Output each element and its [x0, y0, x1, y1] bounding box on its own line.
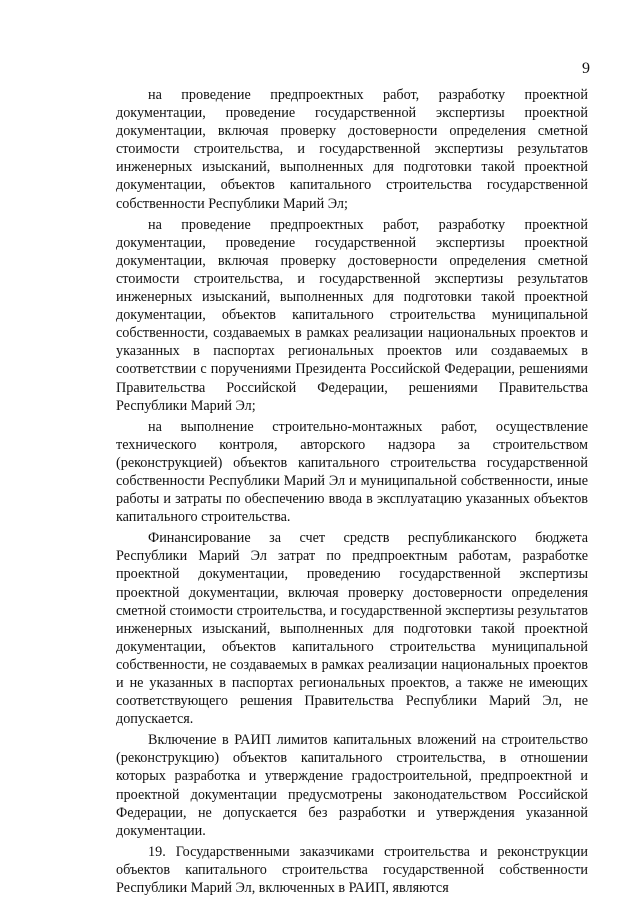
paragraph-financing-restriction: Финансирование за счет средств республиканского бюджета Республики Марий Эл затрат по предпроектным работам, разработке проектной документации, проведению государственной экспертизы проектной документации, включая проверку достоверности определения сметной стоимости строительства, и государственной экспертизы результатов инженерных изысканий, выполненных для подготовки такой проектной документации, объектов капитального строительства муниципальной собственности, не создаваемых в рамках реализации национальных проектов и не указанных в паспортах региональных проектов, а также не имеющих соответствующего решения Правительства Республики Марий Эл, не допускается. — [116, 530, 589, 728]
paragraph-funding-state-design: на проведение предпроектных работ, разработку проектной документации, проведение государственной экспертизы проектной документации, включая проверку достоверности определения сметной стоимости строительства, и государственной экспертизы результатов инженерных изысканий, выполненных для подготовки такой проектной документации, объектов капитального строительства государственной собственности Республики Марий Эл; — [116, 87, 588, 212]
page-number: 9 — [582, 60, 590, 77]
paragraph-funding-municipal-design: на проведение предпроектных работ, разработку проектной документации, проведение государственной экспертизы проектной документации, включая проверку достоверности определения сметной стоимости строительства, и государственной экспертизы результатов инженерных изысканий, выполненных для подготовки такой проектной документации, объектов капитального строительства муниципальной собственности, создаваемых в рамках реализации национальных проектов и указанных в паспортах региональных проектов или создаваемых в соответствии с поручениями Президента Российской Федерации, решениями Правительства Российской Федерации, решениями Правительства Республики Марий Эл; — [116, 216, 588, 414]
paragraph-funding-construction: на выполнение строительно-монтажных работ, осуществление технического контроля, авторского надзора за строительством (реконструкцией) объектов капитального строительства государственной собственности Республики Марий Эл и муниципальной собственности, иные работы и затраты по обеспечению ввода в эксплуатацию указанных объектов капитального строительства. — [116, 418, 588, 526]
paragraph-inclusion-restriction: Включение в РАИП лимитов капитальных вложений на строительство (реконструкцию) объектов капитального строительства, в отношении которых разработка и утверждение градостроительной, предпроектной и проектной документации предусмотрены законодательством Российской Федерации, не допускается без разработки и утверждения указанной документации. — [116, 732, 588, 839]
document-body — [116, 86, 588, 897]
paragraph-item-19: 19. Государственными заказчиками строительства и реконструкции объектов капитального строительства государственной собственности Республики Марий Эл, включенных в РАИП, являются — [116, 843, 588, 897]
